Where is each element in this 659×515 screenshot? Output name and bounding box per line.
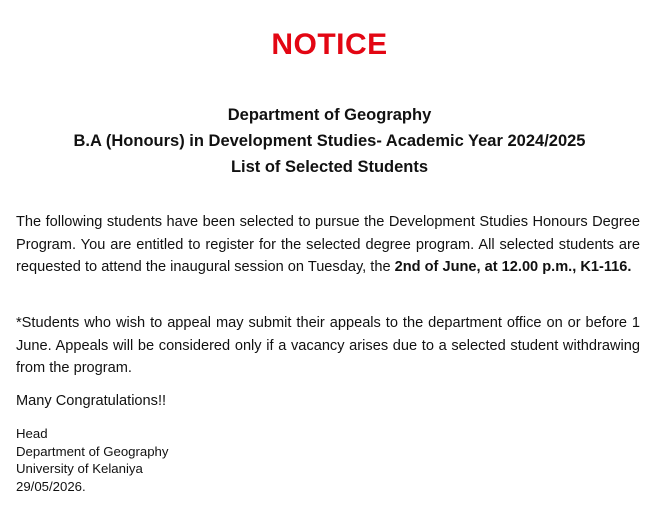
signature-block (16, 425, 168, 495)
signature-date: 29/05/2026. (16, 478, 86, 494)
signature-university: University of Kelaniya (16, 461, 143, 477)
notice-title: NOTICE (271, 28, 388, 61)
selection-paragraph (16, 211, 640, 279)
program-heading: B.A (Honours) in Development Studies- Academic Year 2024/2025 (73, 132, 586, 150)
appeal-paragraph: *Students who wish to appeal may submit their appeals to the department office on or before 1 June. Appeals will be considered only if a vacancy arises due to a selected student withdrawing from the program. (16, 315, 640, 377)
closing-line: Many Congratulations!! (16, 393, 167, 409)
signature-department: Department of Geography (16, 443, 169, 459)
session-details: 2nd of June, at 12.00 p.m., K1-116. (394, 259, 632, 276)
selection-text: The following students have been selected to pursue the Development Studies Honours Degree Program. You are entitled to register for the selected degree program. All selected students are requested to attend the inaugural session on Tuesday, the (16, 214, 640, 276)
list-title: List of Selected Students (230, 158, 429, 176)
department-heading: Department of Geography (227, 106, 432, 124)
notice-heading (0, 102, 659, 180)
signature-role: Head (16, 426, 48, 441)
